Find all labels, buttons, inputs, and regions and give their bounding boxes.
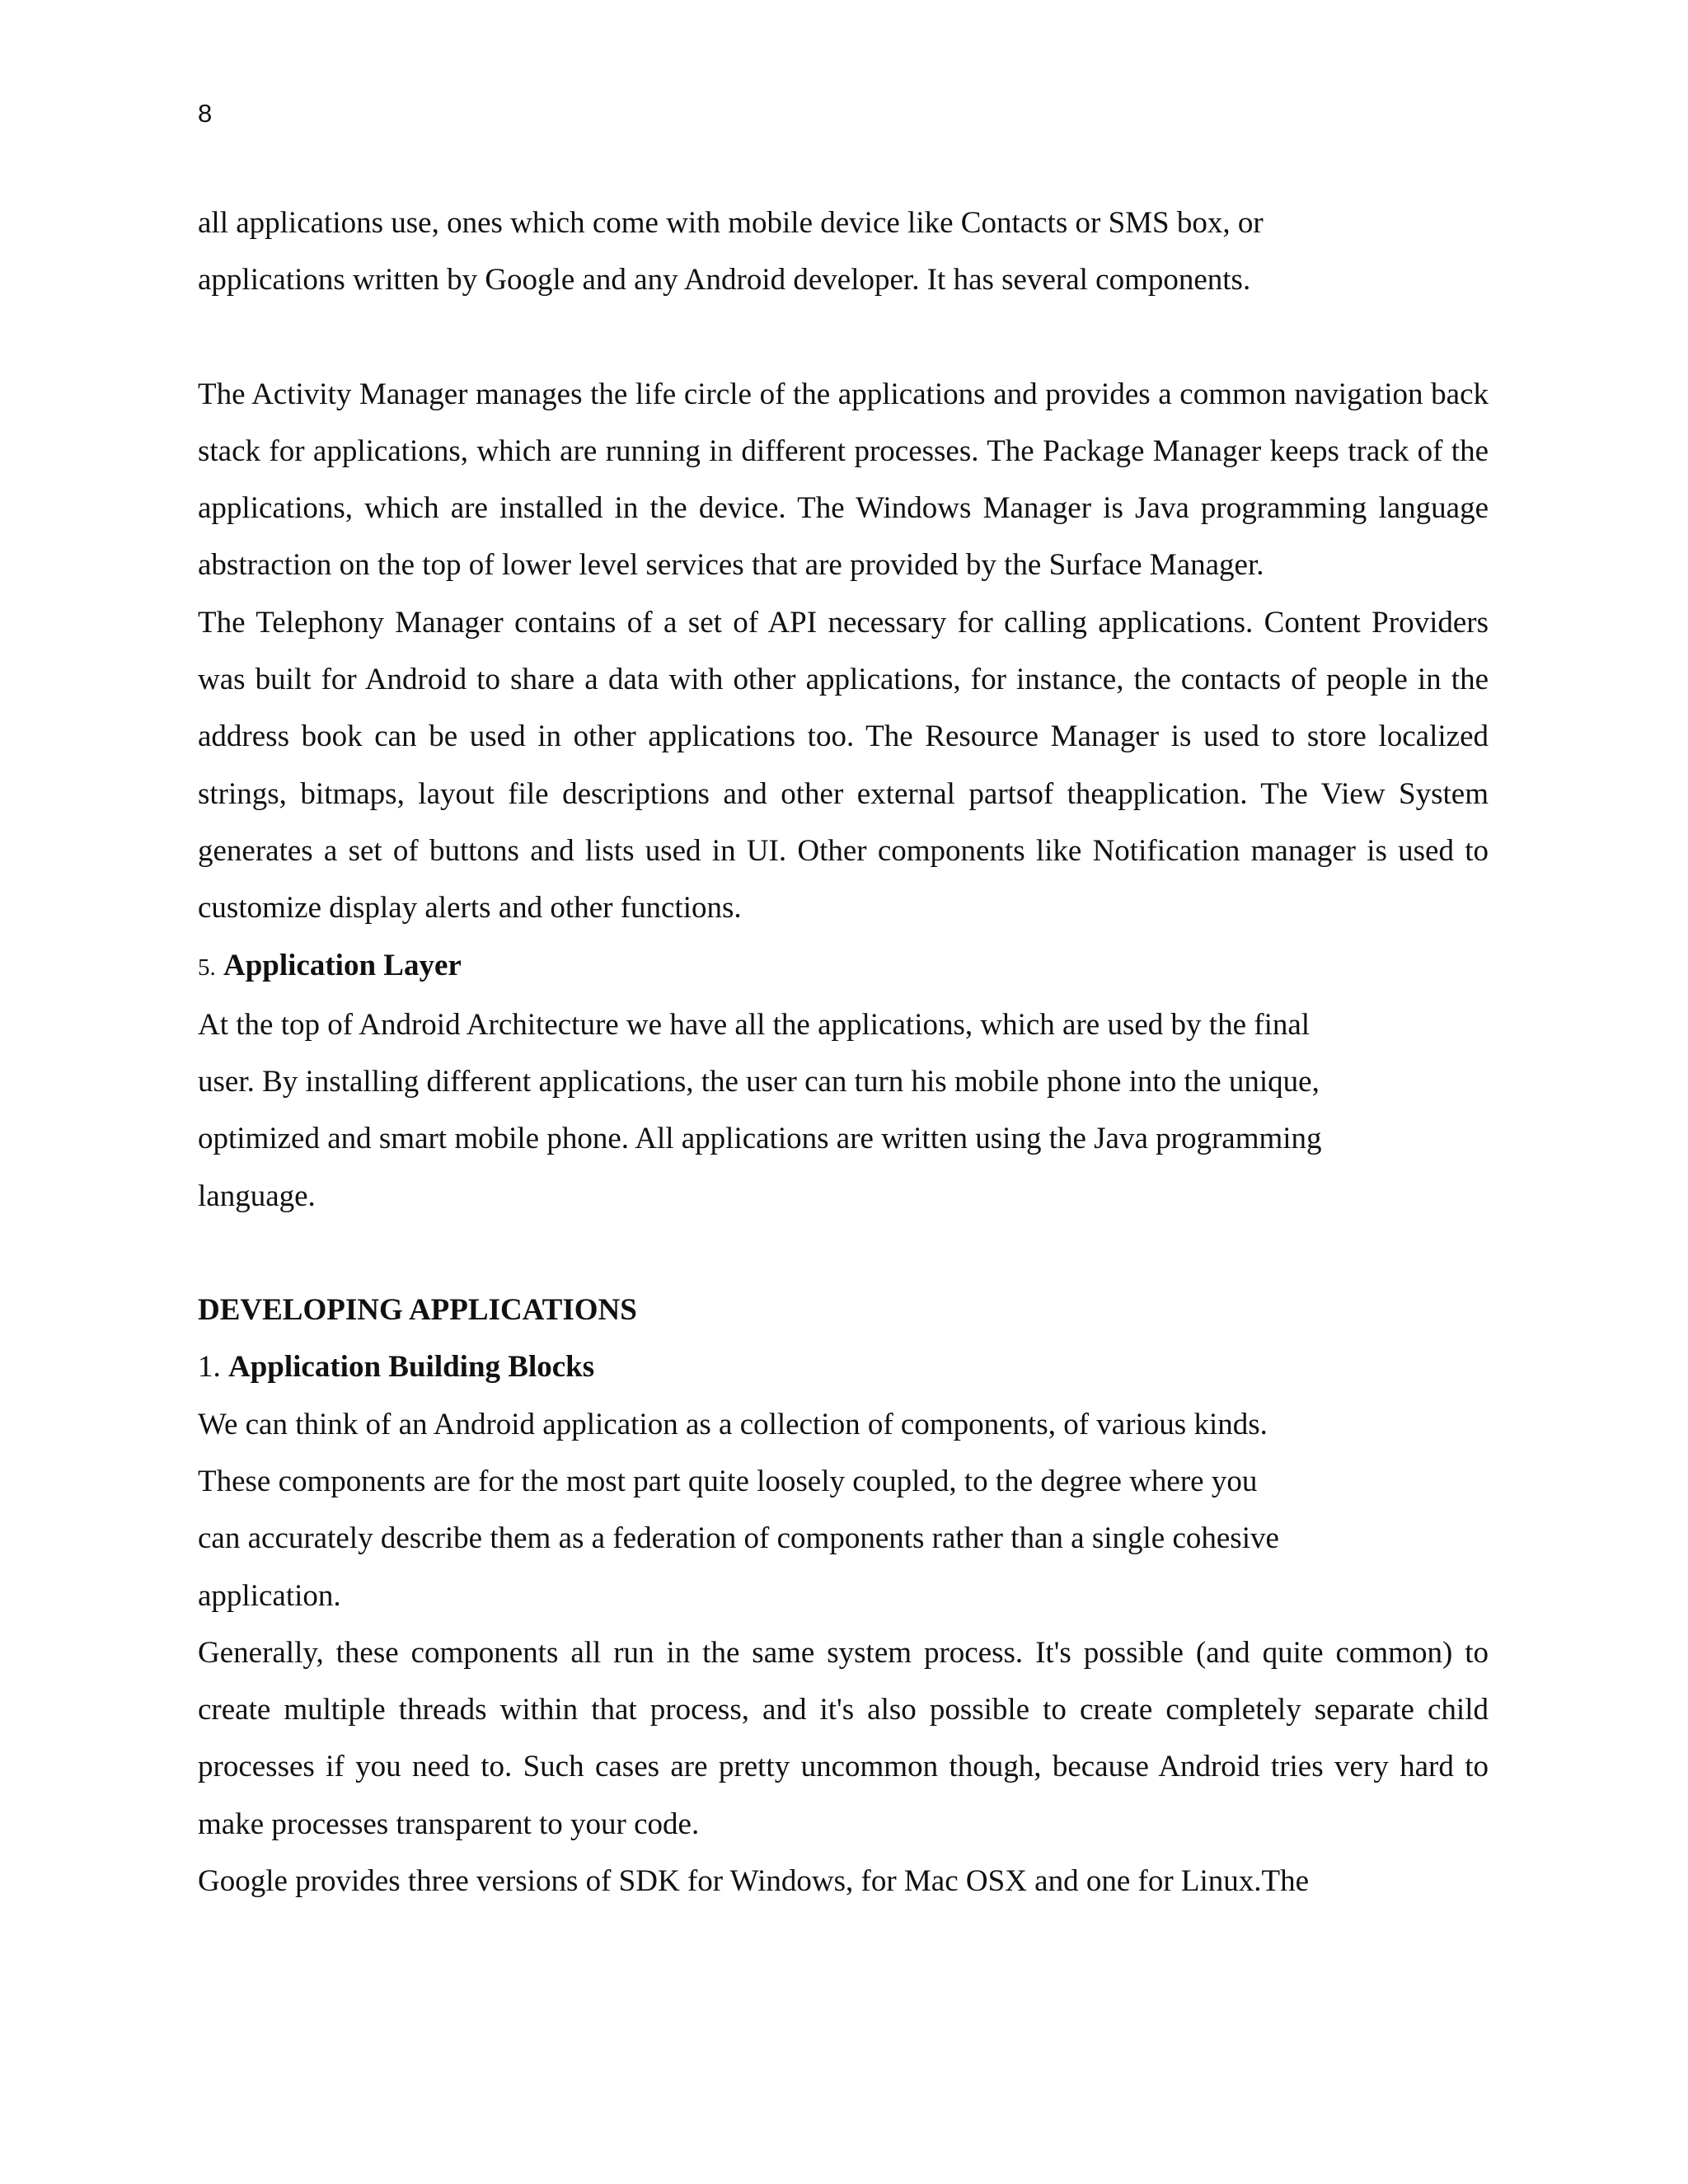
paragraph-gap [198,309,1489,366]
paragraph-line: user. By installing different applications, the user can turn his mobile phone into the unique, [198,1065,1320,1099]
body-text [198,194,1489,1910]
paragraph-line: At the top of Android Architecture we have all the applications, which are used by the final [198,1007,1311,1042]
paragraph-line: language. [198,1179,316,1213]
subheading-title: Application Building Blocks [228,1350,595,1385]
paragraph-line: can accurately describe them as a federation of components rather than a single cohesive [198,1521,1279,1556]
paragraph-line: optimized and smart mobile phone. All applications are written using the Java programming [198,1122,1322,1156]
paragraph-gap [198,1225,1489,1282]
paragraph-line: all applications use, ones which come with mobile device like Contacts or SMS box, or [198,206,1264,240]
paragraph-telephony-manager: The Telephony Manager contains of a set of API necessary for calling applications. Content Providers was built for Android to share a data with other applications, for instance, the contacts of people in the address book can be used in other applications too. The Resource Manager is used to store localized strings, bitmaps, layout file descriptions and other external partsof theapplication. The View System generates a set of buttons and lists used in UI. Other components like Notification manager is used to customize display alerts and other functions. [198,605,1489,926]
paragraph-line: applications written by Google and any Android developer. It has several components. [198,263,1251,298]
subheading-title: Application Layer [223,948,462,982]
paragraph-line: application. [198,1578,341,1613]
section-title: DEVELOPING APPLICATIONS [198,1293,637,1328]
paragraph-line: We can think of an Android application as a collection of components, of various kinds. [198,1407,1268,1441]
paragraph-activity-manager: The Activity Manager manages the life circle of the applications and provides a common navigation back stack for applications, which are running in different processes. The Package Manager keeps track of the applications, which are installed in the device. The Windows Manager is Java programming language abstraction on the top of lower level services that are provided by the Surface Manager. [198,377,1489,583]
paragraph-line: These components are for the most part quite loosely coupled, to the degree where you [198,1464,1258,1498]
subheading-number: 5. [198,954,216,981]
page-number: 8 [198,99,213,128]
subheading-building-blocks [198,1338,1489,1395]
paragraph-sdk: Google provides three versions of SDK for Windows, for Mac OSX and one for Linux.The [198,1864,1310,1899]
subheading-application-layer [198,937,1489,996]
subheading-number: 1. [198,1350,221,1385]
paragraph-processes: Generally, these components all run in the same system process. It's possible (and quite common) to create multiple threads within that process, and it's also possible to create completely separate child processes if you need to. Such cases are pretty uncommon though, because Android tries very hard to make processes transparent to your code. [198,1635,1489,1841]
